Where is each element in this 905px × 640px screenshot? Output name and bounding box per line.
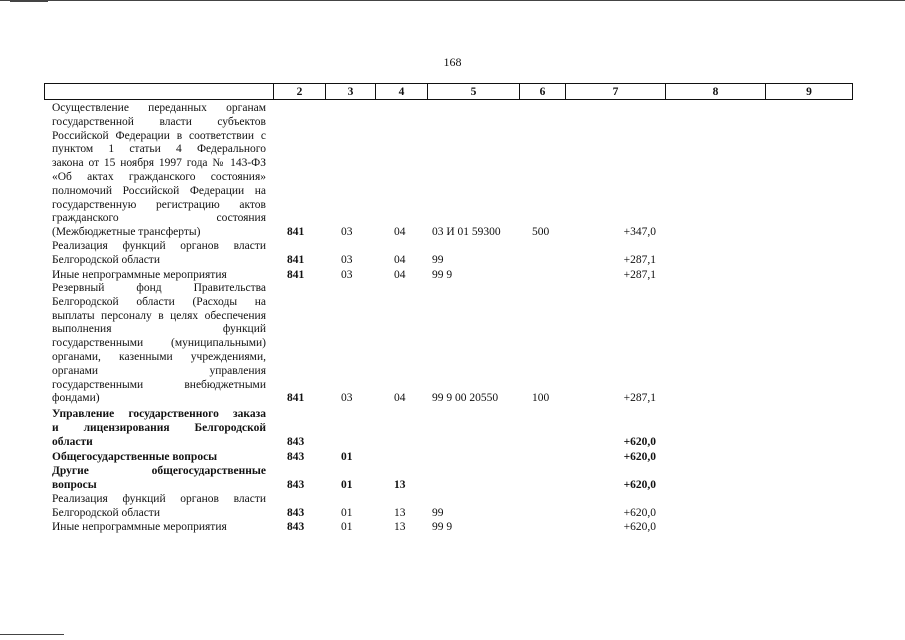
cell-col4: 04 — [394, 392, 406, 405]
cell-col3: 03 — [341, 253, 353, 266]
cell-col2: 841 — [287, 226, 305, 239]
cell-col2: 843 — [287, 506, 305, 519]
description-line: выплаты персоналу в целях обеспечения — [52, 309, 266, 322]
cell-col3: 03 — [341, 269, 353, 281]
row-description — [52, 451, 266, 465]
scan-mark-top-left — [10, 0, 48, 2]
description-line: Реализация функций органов власти — [52, 240, 266, 252]
cell-col4: 13 — [394, 521, 406, 533]
cell-col3: 03 — [341, 226, 353, 239]
row-description — [52, 240, 266, 268]
description-line: гражданского состояния — [52, 212, 266, 225]
page-number: 168 — [443, 55, 462, 69]
description-line: Белгородской области — [52, 506, 160, 519]
cell-col2: 841 — [287, 253, 305, 266]
row-description — [52, 282, 266, 406]
description-line: государственной власти субъектов — [52, 115, 266, 128]
description-line: фондами) — [52, 392, 100, 405]
description-line: органами управления — [52, 364, 266, 377]
cell-col3: 01 — [341, 478, 353, 491]
cell-col5: 03 И 01 59300 — [432, 226, 501, 239]
cell-col7: +287,1 — [623, 269, 656, 281]
cell-col7: +620,0 — [623, 478, 656, 491]
header-cell-3: 3 — [325, 84, 375, 99]
description-line: выполнения функций — [52, 323, 266, 336]
cell-col3: 01 — [341, 506, 353, 519]
description-line: закона от 15 ноября 1997 года № 143-ФЗ — [52, 157, 266, 170]
description-line: Белгородской области — [52, 253, 160, 266]
cell-col4: 04 — [394, 269, 406, 281]
header-cell-4: 4 — [375, 84, 427, 99]
description-line: государственными (муниципальными) — [52, 337, 266, 350]
cell-col3: 01 — [341, 521, 353, 533]
cell-col5: 99 — [432, 253, 444, 266]
description-line: (Межбюджетные трансферты) — [52, 226, 201, 239]
cell-col4: 04 — [394, 253, 406, 266]
cell-col2: 841 — [287, 392, 305, 405]
cell-col3: 03 — [341, 392, 353, 405]
cell-col4: 13 — [394, 506, 406, 519]
description-line: полномочий Российской Федерации на — [52, 184, 266, 197]
cell-col3: 01 — [341, 451, 353, 463]
description-line: области — [52, 435, 93, 448]
cell-col5: 99 — [432, 506, 444, 519]
header-cell-5: 5 — [427, 84, 519, 99]
cell-col4: 13 — [394, 478, 406, 491]
description-line: Российской Федерации в соответствии с — [52, 129, 266, 142]
description-line: Иные непрограммные мероприятия — [52, 521, 227, 533]
cell-col5: 99 9 — [432, 521, 453, 533]
row-description — [52, 269, 266, 283]
scan-mark-bottom-left — [0, 634, 64, 635]
header-cell-7: 7 — [565, 84, 665, 99]
description-line: «Об актах гражданского состояния» — [52, 170, 266, 183]
description-line: Другие общегосударственные — [52, 465, 266, 477]
row-description — [52, 408, 266, 449]
cell-col2: 843 — [287, 521, 305, 533]
cell-col7: +347,0 — [623, 226, 656, 239]
cell-col2: 843 — [287, 478, 305, 491]
row-description — [52, 102, 266, 240]
header-cell-6: 6 — [519, 84, 565, 99]
cell-col5: 99 9 — [432, 269, 453, 281]
description-line: Управление государственного заказа — [52, 408, 266, 420]
cell-col7: +287,1 — [623, 392, 656, 405]
description-line: вопросы — [52, 478, 97, 491]
description-line: Резервный фонд Правительства — [52, 282, 266, 294]
cell-col7: +287,1 — [623, 253, 656, 266]
cell-col5: 99 9 00 20550 — [432, 392, 499, 405]
row-description — [52, 465, 266, 493]
cell-col6: 500 — [532, 226, 550, 239]
cell-col2: 843 — [287, 451, 305, 463]
description-line: государственными внебюджетными — [52, 378, 266, 391]
row-description — [52, 493, 266, 521]
cell-col7: +620,0 — [623, 451, 656, 463]
cell-col2: 843 — [287, 435, 305, 448]
scan-edge-top — [0, 0, 905, 1]
description-line: Осуществление переданных органам — [52, 102, 266, 114]
description-line: Общегосударственные вопросы — [52, 451, 218, 463]
description-line: пунктом 1 статьи 4 Федерального — [52, 143, 266, 156]
cell-col4: 04 — [394, 226, 406, 239]
cell-col7: +620,0 — [623, 435, 656, 448]
header-cell-8: 8 — [665, 84, 765, 99]
cell-col6: 100 — [532, 392, 550, 405]
cell-col7: +620,0 — [623, 506, 656, 519]
description-line: органами, казенными учреждениями, — [52, 350, 266, 363]
row-description — [52, 521, 266, 535]
description-line: Реализация функций органов власти — [52, 493, 266, 505]
description-line: и лицензирования Белгородской — [52, 421, 266, 434]
header-cell-1 — [45, 84, 273, 99]
cell-col2: 841 — [287, 269, 305, 281]
header-cell-9: 9 — [765, 84, 852, 99]
description-line: Белгородской области (Расходы на — [52, 295, 266, 308]
table-header-row — [44, 83, 853, 100]
description-line: государственную регистрацию актов — [52, 198, 266, 211]
header-cell-2: 2 — [273, 84, 325, 99]
cell-col7: +620,0 — [623, 521, 656, 533]
description-line: Иные непрограммные мероприятия — [52, 269, 227, 281]
